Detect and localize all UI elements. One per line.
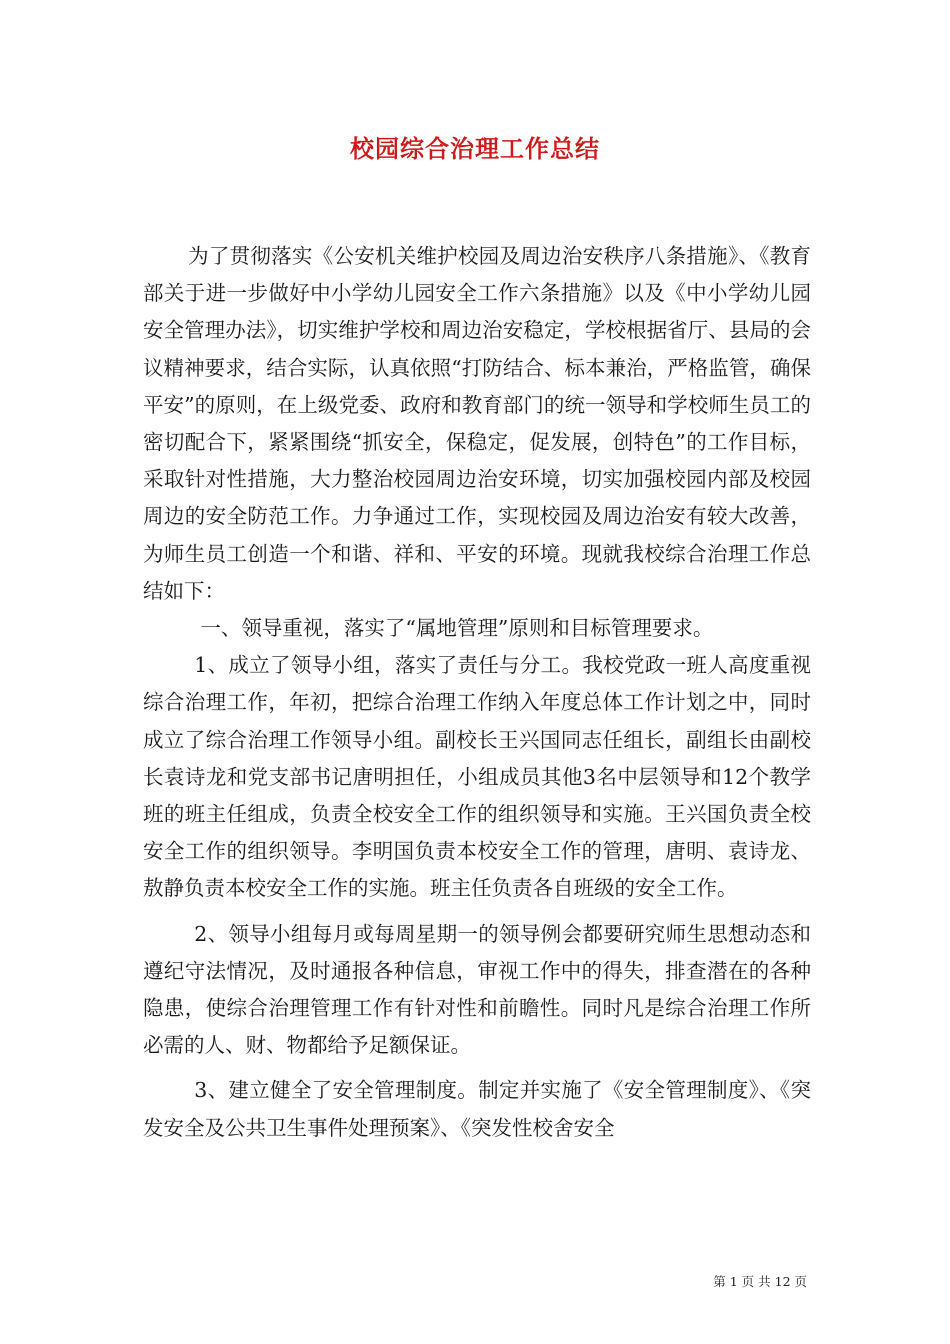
item-paragraph-3: 3、建立健全了安全管理制度。制定并实施了《安全管理制度》、《突发安全及公共卫生事件处理预案》、《突发性校舍安全 bbox=[143, 1078, 811, 1140]
section-heading: 一、领导重视，落实了“属地管理”原则和目标管理要求。 bbox=[200, 616, 714, 641]
page-title: 校园综合治理工作总结 bbox=[350, 134, 600, 163]
page-number-footer: 第 1 页 共 12 页 bbox=[713, 1274, 807, 1289]
item-paragraph-2: 2、领导小组每月或每周星期一的领导例会都要研究师生思想动态和遵纪守法情况，及时通报各种信息，审视工作中的得失，排查潜在的各种隐患，使综合治理管理工作有针对性和前瞻性。同时凡是综合治理工作所必需的人、财、物都给予足额保证。 bbox=[143, 921, 811, 1058]
document-body bbox=[143, 238, 811, 1147]
intro-paragraph: 为了贯彻落实《公安机关维护校园及周边治安秩序八条措施》、《教育部关于进一步做好中小学幼儿园安全工作六条措施》以及《中小学幼儿园安全管理办法》，切实维护学校和周边治安稳定，学校根据省厅、县局的会议精神要求，结合实际，认真依照“打防结合、标本兼治，严格监管，确保平安”的原则，在上级党委、政府和教育部门的统一领导和学校师生员工的密切配合下，紧紧围绕“抓安全，保稳定，促发展，创特色”的工作目标，采取针对性措施，大力整治校园周边治安环境，切实加强校园内部及校园周边的安全防范工作。力争通过工作，实现校园及周边治安有较大改善，为师生员工创造一个和谐、祥和、平安的环境。现就我校综合治理工作总结如下： bbox=[143, 244, 811, 603]
item-paragraph-1: 1、成立了领导小组，落实了责任与分工。我校党政一班人高度重视综合治理工作，年初，把综合治理工作纳入年度总体工作计划之中，同时成立了综合治理工作领导小组。副校长王兴国同志任组长，副组长由副校长袁诗龙和党支部书记唐明担任，小组成员其他3名中层领导和12个教学班的班主任组成，负责全校安全工作的组织领导和实施。王兴国负责全校安全工作的组织领导。李明国负责本校安全工作的管理，唐明、袁诗龙、敖静负责本校安全工作的实施。班主任负责各自班级的安全工作。 bbox=[143, 653, 811, 901]
